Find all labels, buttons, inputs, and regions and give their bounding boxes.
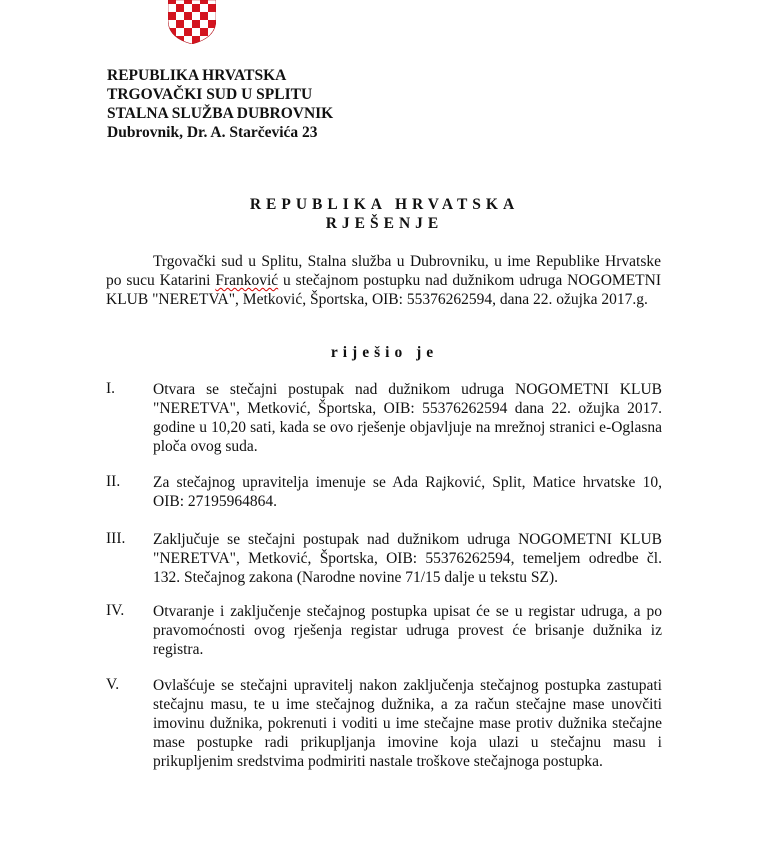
- header-court: TRGOVAČKI SUD U SPLITU: [107, 86, 313, 103]
- ruling-item: [106, 530, 662, 587]
- intro-text-before: Trgovački sud u Splitu, Stalna služba u Dubrovniku, u ime Republike Hrvatske po sucu Katarini: [106, 253, 661, 289]
- header-address: Dubrovnik, Dr. A. Starčevića 23: [107, 124, 318, 141]
- intro-text-after: u stečajnom postupku nad dužnikom udruga NOGOMETNI KLUB "NERETVA", Metković, Športska, OIB: 55376262594, dana 22. ožujka 2017.g.: [106, 272, 661, 308]
- coat-of-arms-icon: [168, 0, 216, 44]
- spellcheck-flagged-word[interactable]: Franković: [215, 272, 279, 289]
- ruling-item-number: I.: [106, 380, 116, 397]
- document-title-country: REPUBLIKA HRVATSKA: [249, 196, 520, 213]
- ruling-item-text: Za stečajnog upravitelja imenuje se Ada Rajković, Split, Matice hrvatske 10, OIB: 27195964864.: [153, 474, 662, 510]
- intro-paragraph: [106, 252, 661, 309]
- ruling-heading: riješio je: [330, 344, 439, 361]
- header-country: REPUBLIKA HRVATSKA: [107, 67, 287, 84]
- ruling-item: [106, 676, 662, 771]
- document-title-decision: RJEŠENJE: [325, 215, 444, 232]
- ruling-item: [106, 473, 662, 511]
- ruling-item-text: Zaključuje se stečajni postupak nad dužnikom udruga NOGOMETNI KLUB "NERETVA", Metković, Športska, OIB: 55376262594, temeljem odredbe čl. 132. Stečajnog zakona (Narodne novine 71/15 dalje u tekstu SZ).: [153, 531, 662, 586]
- ruling-item-number: V.: [106, 676, 120, 693]
- ruling-item-text: Otvaranje i zaključenje stečajnog postupka upisat će se u registar udruga, a po pravomoćnosti ovog rješenja registar udruga provest će brisanje dužnika iz registra.: [153, 603, 662, 658]
- court-header: [107, 66, 333, 142]
- ruling-item-number: III.: [106, 530, 126, 547]
- ruling-item-text: Ovlašćuje se stečajni upravitelj nakon zaključenja stečajnog postupka zastupati stečajnu masu, te u ime stečajnog dužnika, a za račun stečajne mase unovčiti imovinu dužnika, pokrenuti i voditi u ime stečajne mase protiv dužnika stečajne mase postupke radi prikupljanja imovine koja ulazi u stečajnu masu i prikupljenim sredstvima podmiriti nastale troškove stečajnoga postupka.: [153, 677, 662, 770]
- ruling-item-number: II.: [106, 473, 121, 490]
- ruling-item: [106, 380, 662, 456]
- ruling-item: [106, 602, 662, 659]
- header-branch: STALNA SLUŽBA DUBROVNIK: [107, 105, 334, 122]
- ruling-item-text: Otvara se stečajni postupak nad dužnikom udruga NOGOMETNI KLUB "NERETVA", Metković, Športska, OIB: 55376262594 dana 22. ožujka 2017. godine u 10,20 sati, kada se ovo rješenje objavljuje na mrežnoj stranici e-Oglasna ploča ovog suda.: [153, 381, 662, 455]
- ruling-item-number: IV.: [106, 602, 125, 619]
